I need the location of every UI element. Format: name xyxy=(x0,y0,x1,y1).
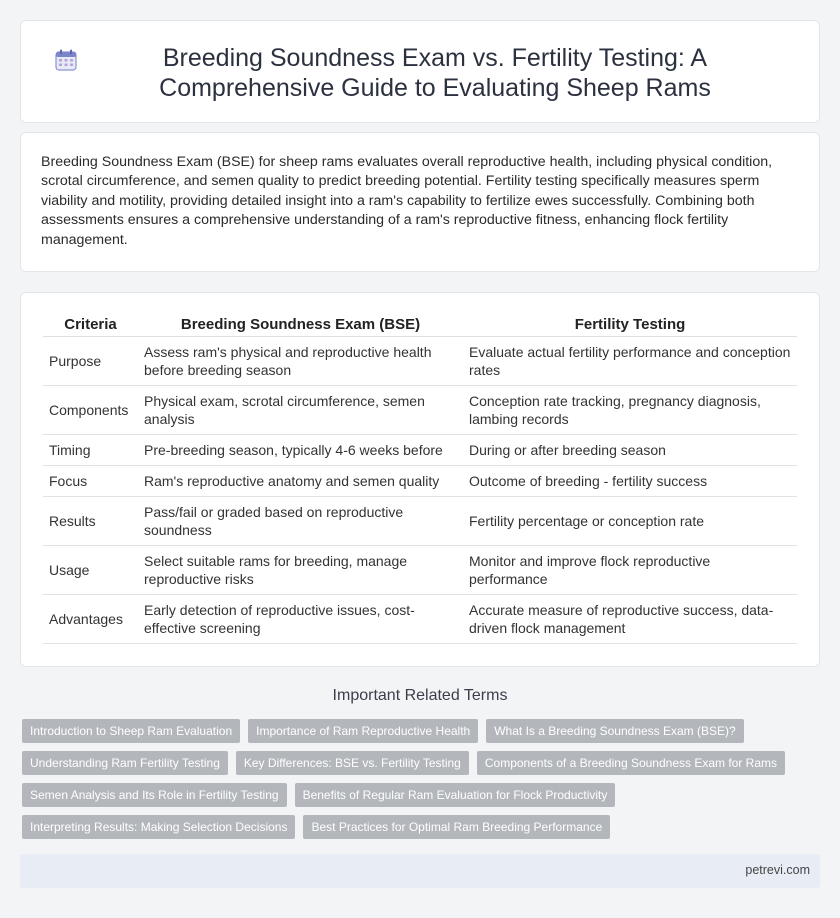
site-name[interactable]: petrevi.com xyxy=(745,863,810,877)
tag-row xyxy=(22,815,822,839)
related-term-link[interactable]: Importance of Ram Reproductive Health xyxy=(248,719,478,743)
related-term-link[interactable]: What Is a Breeding Soundness Exam (BSE)? xyxy=(486,719,743,743)
table-row xyxy=(43,435,797,466)
bse-cell: Ram's reproductive anatomy and semen quality xyxy=(138,466,463,497)
table-row xyxy=(43,595,797,644)
fertility-cell: During or after breeding season xyxy=(463,435,797,466)
bse-cell: Early detection of reproductive issues, cost-effective screening xyxy=(138,595,463,644)
criteria-cell: Components xyxy=(43,386,138,435)
table-row xyxy=(43,546,797,595)
bse-cell: Physical exam, scrotal circumference, semen analysis xyxy=(138,386,463,435)
tag-row xyxy=(22,719,822,743)
comparison-card xyxy=(20,292,820,667)
related-term-link[interactable]: Semen Analysis and Its Role in Fertility Testing xyxy=(22,783,287,807)
fertility-cell: Outcome of breeding - fertility success xyxy=(463,466,797,497)
footer xyxy=(20,854,820,888)
title-card xyxy=(20,20,820,123)
criteria-cell: Focus xyxy=(43,466,138,497)
bse-cell: Select suitable rams for breeding, manage reproductive risks xyxy=(138,546,463,595)
related-terms-list xyxy=(22,719,822,847)
header-bse: Breeding Soundness Exam (BSE) xyxy=(138,313,463,337)
related-term-link[interactable]: Components of a Breeding Soundness Exam for Rams xyxy=(477,751,785,775)
related-term-link[interactable]: Benefits of Regular Ram Evaluation for Flock Productivity xyxy=(295,783,616,807)
tag-row xyxy=(22,783,822,807)
related-terms-title: Important Related Terms xyxy=(332,687,508,704)
comparison-table xyxy=(43,313,797,644)
page-title: Breeding Soundness Exam vs. Fertility Testing: A Comprehensive Guide to Evaluating Sheep Rams xyxy=(159,44,711,102)
fertility-cell: Monitor and improve flock reproductive performance xyxy=(463,546,797,595)
intro-card xyxy=(20,132,820,272)
criteria-cell: Timing xyxy=(43,435,138,466)
fertility-cell: Evaluate actual fertility performance and conception rates xyxy=(463,337,797,386)
fertility-cell: Conception rate tracking, pregnancy diagnosis, lambing records xyxy=(463,386,797,435)
criteria-cell: Advantages xyxy=(43,595,138,644)
related-term-link[interactable]: Best Practices for Optimal Ram Breeding Performance xyxy=(303,815,610,839)
intro-paragraph: Breeding Soundness Exam (BSE) for sheep rams evaluates overall reproductive health, including physical condition, scrotal circumference, and semen quality to predict breeding potential. Fertility testing specifically measures sperm viability and motility, providing detailed insight into a ram's capability to fertilize ewes successfully. Combining both assessments ensures a comprehensive understanding of a ram's reproductive fitness, enhancing flock fertility management. xyxy=(41,154,773,248)
related-term-link[interactable]: Introduction to Sheep Ram Evaluation xyxy=(22,719,240,743)
tag-row xyxy=(22,751,822,775)
bse-cell: Pass/fail or graded based on reproductive soundness xyxy=(138,497,463,546)
related-term-link[interactable]: Understanding Ram Fertility Testing xyxy=(22,751,228,775)
fertility-cell: Accurate measure of reproductive success, data-driven flock management xyxy=(463,595,797,644)
table-row xyxy=(43,497,797,546)
criteria-cell: Usage xyxy=(43,546,138,595)
related-term-link[interactable]: Key Differences: BSE vs. Fertility Testing xyxy=(236,751,469,775)
table-row xyxy=(43,466,797,497)
header-criteria: Criteria xyxy=(43,313,138,337)
table-row xyxy=(43,337,797,386)
table-row xyxy=(43,386,797,435)
bse-cell: Pre-breeding season, typically 4-6 weeks before xyxy=(138,435,463,466)
criteria-cell: Results xyxy=(43,497,138,546)
fertility-cell: Fertility percentage or conception rate xyxy=(463,497,797,546)
criteria-cell: Purpose xyxy=(43,337,138,386)
bse-cell: Assess ram's physical and reproductive health before breeding season xyxy=(138,337,463,386)
header-fertility: Fertility Testing xyxy=(463,313,797,337)
related-term-link[interactable]: Interpreting Results: Making Selection Decisions xyxy=(22,815,295,839)
